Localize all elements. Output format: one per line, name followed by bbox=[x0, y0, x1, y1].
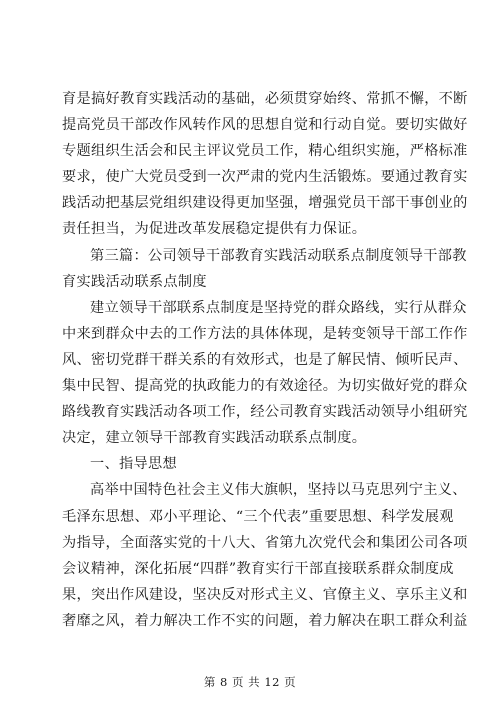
text-line: 中来到群众中去的工作方法的具体体现，是转变领导干部工作作 bbox=[62, 325, 468, 342]
text-line: 建立领导干部联系点制度是坚持党的群众路线，实行从群众 bbox=[90, 299, 467, 316]
text-line: 育实践活动联系点制度 bbox=[62, 273, 207, 290]
text-line: 为指导，全面落实党的十八大、省第九次党代会和集团公司各项 bbox=[62, 534, 468, 551]
text-line: 践活动把基层党组织建设得更加坚强，增强党员干部干事创业的 bbox=[62, 195, 468, 212]
text-line: 一、指导思想 bbox=[90, 456, 177, 473]
text-line: 高举中国特色社会主义伟大旗帜，坚持以马克思列宁主义、 bbox=[90, 482, 467, 499]
text-line: 责任担当，为促进改革发展稳定提供有力保证。 bbox=[62, 221, 367, 238]
text-line: 会议精神，深化拓展“四群”教育实行干部直接联系群众制度成 bbox=[62, 560, 454, 577]
text-line: 育是搞好教育实践活动的基础，必须贯穿始终、常抓不懈，不断 bbox=[62, 91, 468, 107]
text-line: 提高党员干部改作风转作风的思想自觉和行动自觉。要切实做好 bbox=[62, 117, 468, 134]
page-footer: 第 8 页 共 12 页 bbox=[203, 675, 297, 689]
text-line: 集中民智、提高党的执政能力的有效途径。为切实做好党的群众 bbox=[62, 378, 468, 395]
text-line: 路线教育实践活动各项工作，经公司教育实践活动领导小组研究 bbox=[62, 404, 468, 421]
text-line: 专题组织生活会和民主评议党员工作，精心组织实施，严格标准 bbox=[62, 143, 468, 160]
body-text bbox=[62, 86, 468, 634]
text-line: 决定，建立领导干部教育实践活动联系点制度。 bbox=[62, 430, 367, 447]
text-line: 风、密切党群干群关系的有效形式，也是了解民情、倾听民声、 bbox=[62, 351, 468, 368]
text-line: 奢靡之风，着力解决工作不实的问题，着力解决在职工群众利益 bbox=[62, 612, 468, 629]
text-line: 毛泽东思想、邓小平理论、“三个代表”重要思想、科学发展观 bbox=[62, 508, 454, 525]
text-line: 要求，使广大党员受到一次严肃的党内生活锻炼。要通过教育实 bbox=[62, 169, 468, 186]
text-line: 第三篇：公司领导干部教育实践活动联系点制度领导干部教 bbox=[90, 247, 467, 264]
text-line: 果，突出作风建设，坚决反对形式主义、官僚主义、享乐主义和 bbox=[62, 586, 468, 603]
